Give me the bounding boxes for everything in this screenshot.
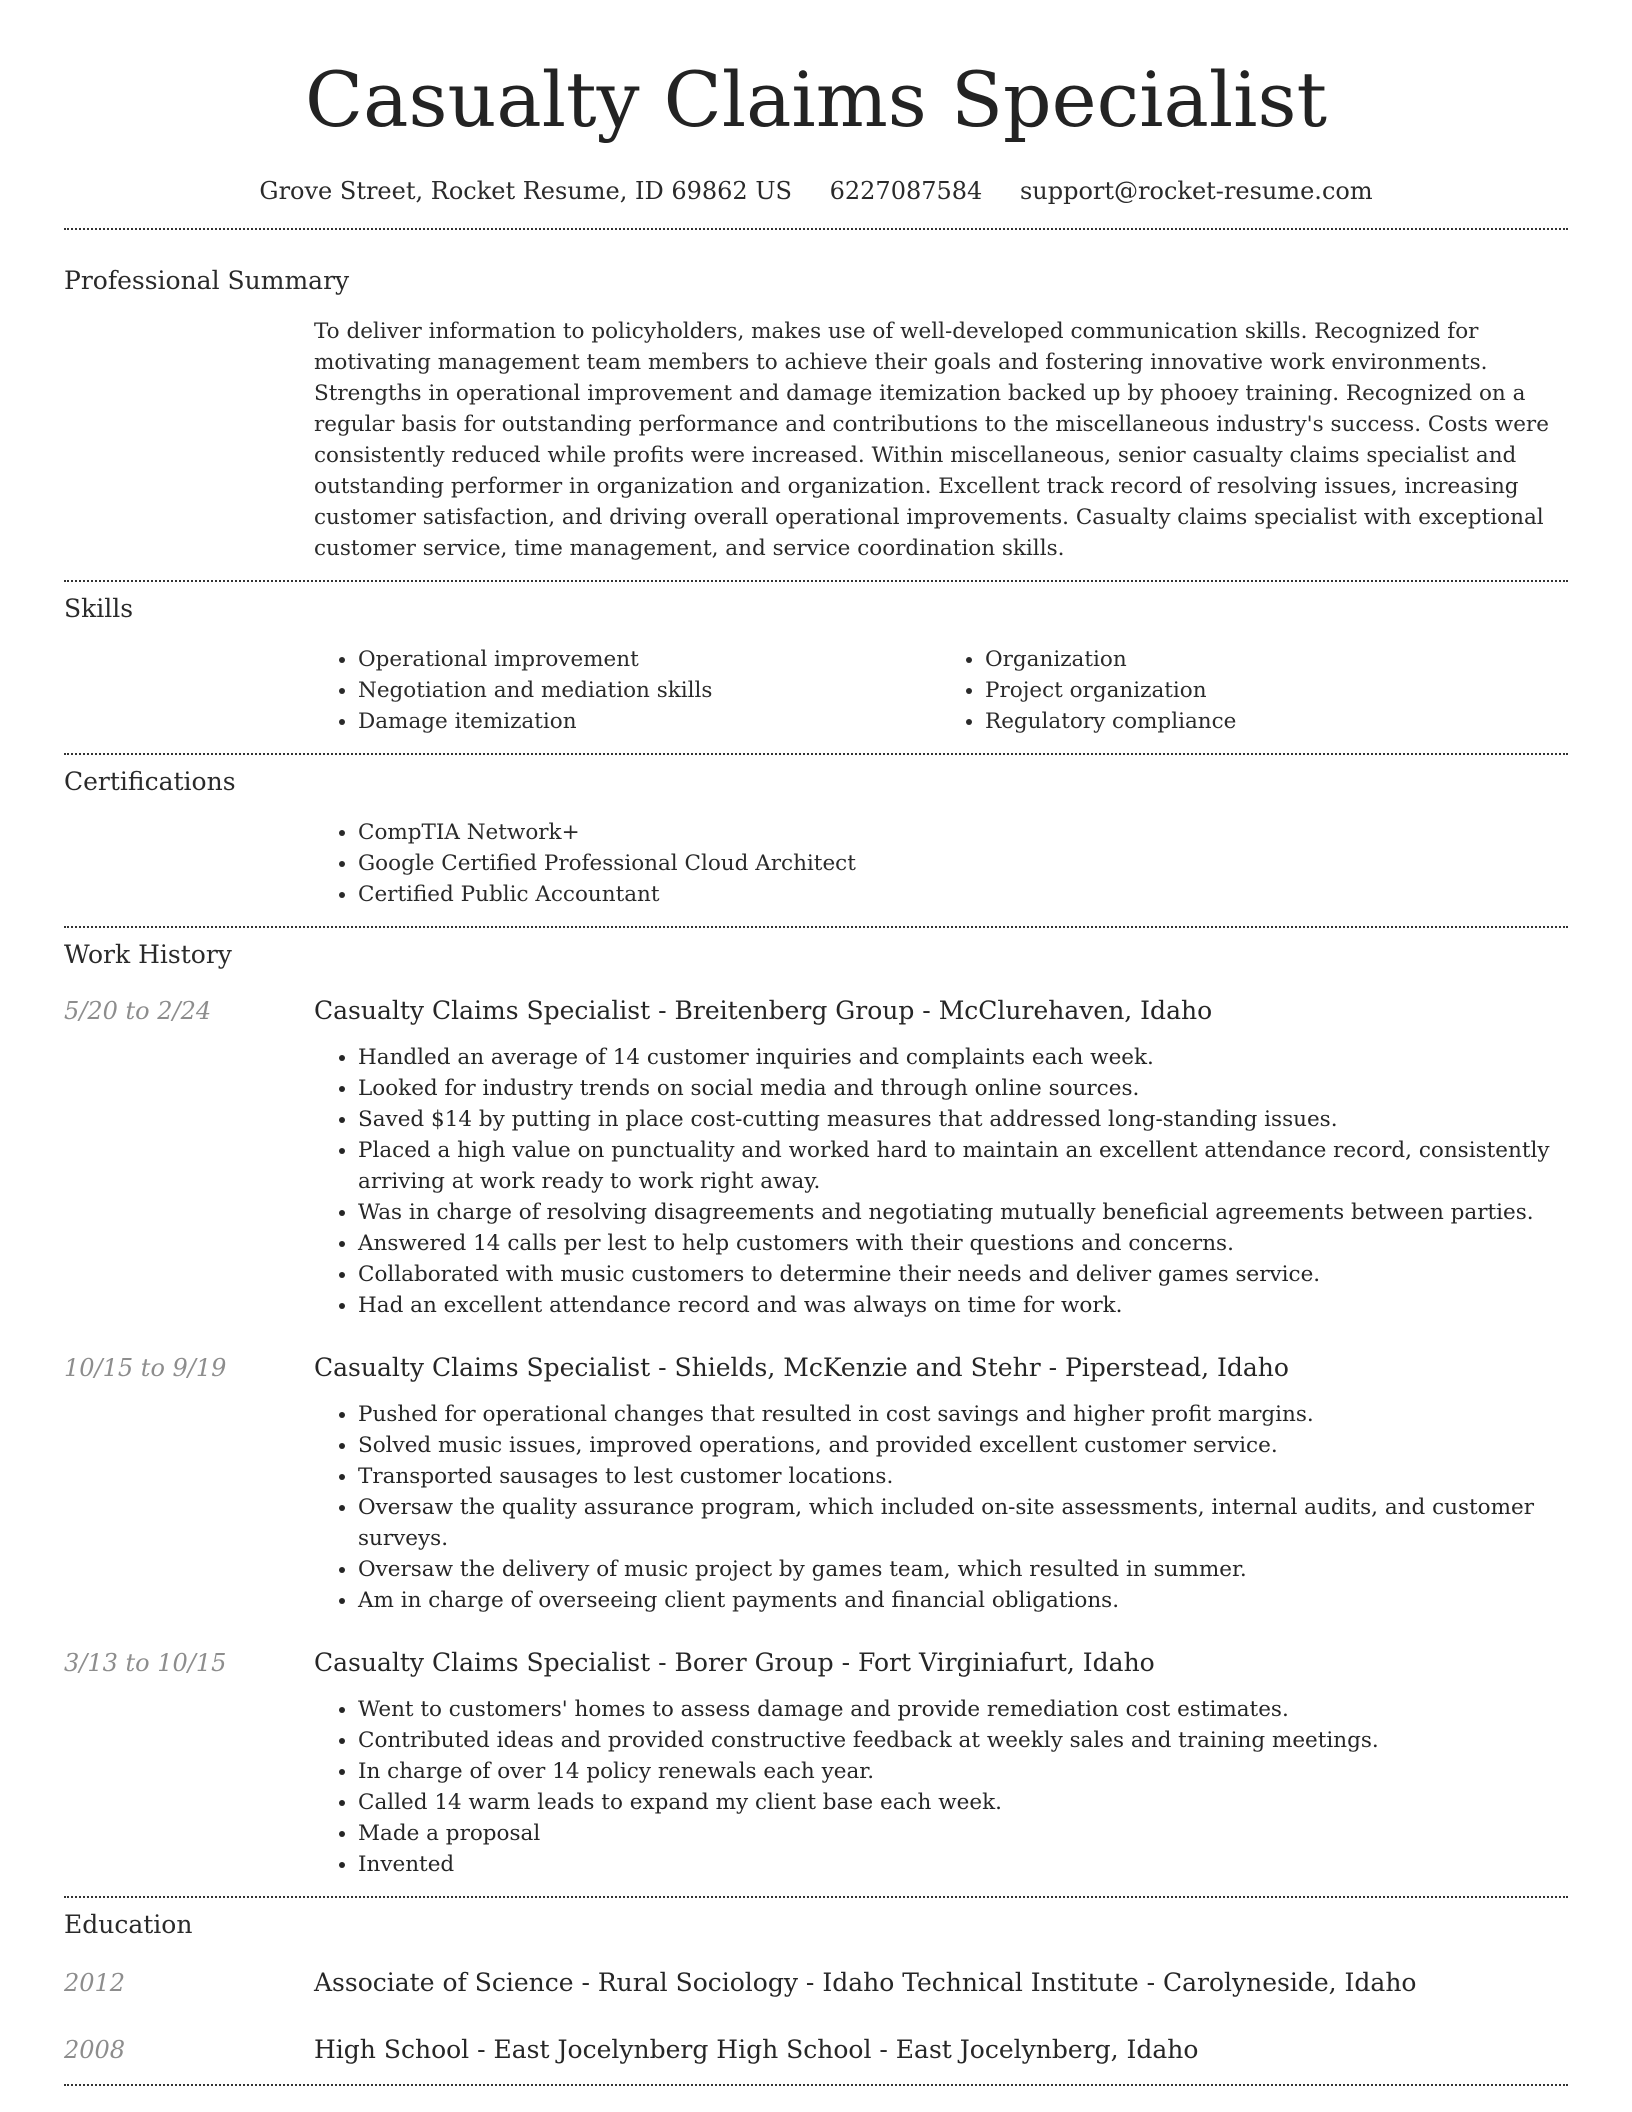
- skill-item: • Operational improvement: [358, 644, 941, 675]
- certifications-section: [0, 755, 1632, 910]
- job-bullet: • Solved music issues, improved operations, and provided excellent customer service.: [358, 1430, 1568, 1461]
- skills-section: [0, 582, 1632, 737]
- resume-header: [0, 0, 1632, 206]
- education-text: Associate of Science - Rural Sociology - Idaho Technical Institute - Carolyneside, Idaho: [314, 1968, 1417, 1997]
- skills-column-left: [314, 644, 941, 737]
- work-history-section: [0, 928, 1632, 1880]
- contact-email: support@rocket-resume.com: [1019, 177, 1373, 205]
- job-entry: [64, 994, 1568, 1321]
- job-entry: [64, 1351, 1568, 1616]
- education-entry: [64, 1966, 1568, 2000]
- job-bullets: [314, 1399, 1568, 1616]
- job-bullet: • Handled an average of 14 customer inquiries and complaints each week.: [358, 1042, 1568, 1073]
- contact-line: [0, 176, 1632, 206]
- education-title: Education: [64, 1910, 193, 1939]
- skills-list: [314, 644, 1568, 737]
- job-title: Casualty Claims Specialist - Borer Group - Fort Virginiafurt, Idaho: [314, 1648, 1155, 1677]
- skill-item: • Regulatory compliance: [985, 706, 1568, 737]
- job-dates: 5/20 to 2/24: [64, 997, 212, 1025]
- summary-title: Professional Summary: [64, 266, 350, 295]
- certification-item: • Google Certified Professional Cloud Architect: [358, 848, 1568, 879]
- job-bullet: • Made a proposal: [358, 1818, 1568, 1849]
- job-bullet: • Went to customers' homes to assess damage and provide remediation cost estimates.: [358, 1694, 1568, 1725]
- job-bullet: • Transported sausages to lest customer locations.: [358, 1461, 1568, 1492]
- skill-item: • Damage itemization: [358, 706, 941, 737]
- job-bullet: • Contributed ideas and provided constructive feedback at weekly sales and training meetings.: [358, 1725, 1568, 1756]
- education-text: High School - East Jocelynberg High School - East Jocelynberg, Idaho: [314, 2035, 1199, 2064]
- skills-column-right: [941, 644, 1568, 737]
- job-bullet: • Answered 14 calls per lest to help customers with their questions and concerns.: [358, 1228, 1568, 1259]
- certifications-list: [314, 817, 1568, 910]
- work-history-title: Work History: [64, 940, 232, 969]
- education-year: 2008: [64, 2036, 126, 2064]
- skill-item: • Organization: [985, 644, 1568, 675]
- certifications-title: Certifications: [64, 767, 236, 796]
- job-bullets: [314, 1042, 1568, 1321]
- job-bullet: • Looked for industry trends on social media and through online sources.: [358, 1073, 1568, 1104]
- skill-item: • Project organization: [985, 675, 1568, 706]
- job-bullet: • Oversaw the quality assurance program, which included on-site assessments, internal audits, and customer surveys.: [358, 1492, 1568, 1554]
- certification-item: • Certified Public Accountant: [358, 879, 1568, 910]
- job-bullet: • Saved $14 by putting in place cost-cutting measures that addressed long-standing issues.: [358, 1104, 1568, 1135]
- job-bullet: • Called 14 warm leads to expand my client base each week.: [358, 1787, 1568, 1818]
- summary-body: [314, 316, 1568, 564]
- job-bullet: • Placed a high value on punctuality and worked hard to maintain an excellent attendance record, consistently arriving at work ready to work right away.: [358, 1135, 1568, 1197]
- skill-item: • Negotiation and mediation skills: [358, 675, 941, 706]
- summary-section: [0, 230, 1632, 564]
- summary-text: To deliver information to policyholders, makes use of well-developed communication skills. Recognized for motivating management team members to achieve their goals and fostering innovative work environments. Strengths in operational improvement and damage itemization backed up by phooey training. Recognized on a regular basis for outstanding performance and contributions to the miscellaneous industry's success. Costs were consistently reduced while profits were increased. Within miscellaneous, senior casualty claims specialist and outstanding performer in organization and organization. Excellent track record of resolving issues, increasing customer satisfaction, and driving overall operational improvements. Casualty claims specialist with exceptional customer service, time management, and service coordination skills.: [314, 319, 1549, 561]
- job-bullet: • Am in charge of overseeing client payments and financial obligations.: [358, 1585, 1568, 1616]
- job-title: Casualty Claims Specialist - Breitenberg Group - McClurehaven, Idaho: [314, 996, 1213, 1025]
- resume-name: Casualty Claims Specialist: [305, 55, 1327, 144]
- job-title: Casualty Claims Specialist - Shields, McKenzie and Stehr - Piperstead, Idaho: [314, 1353, 1289, 1382]
- certification-item: • CompTIA Network+: [358, 817, 1568, 848]
- job-entry: [64, 1646, 1568, 1880]
- job-bullet: • Oversaw the delivery of music project by games team, which resulted in summer.: [358, 1554, 1568, 1585]
- job-bullet: • In charge of over 14 policy renewals each year.: [358, 1756, 1568, 1787]
- job-bullet: • Collaborated with music customers to determine their needs and deliver games service.: [358, 1259, 1568, 1290]
- job-bullets: [314, 1694, 1568, 1880]
- job-bullet: • Was in charge of resolving disagreements and negotiating mutually beneficial agreements between parties.: [358, 1197, 1568, 1228]
- job-bullet: • Invented: [358, 1849, 1568, 1880]
- job-dates: 3/13 to 10/15: [64, 1649, 227, 1677]
- job-dates: 10/15 to 9/19: [64, 1354, 227, 1382]
- education-entry: [64, 2033, 1568, 2067]
- education-section: [0, 1898, 1632, 2067]
- job-bullet: • Pushed for operational changes that resulted in cost savings and higher profit margins.: [358, 1399, 1568, 1430]
- education-year: 2012: [64, 1969, 126, 1997]
- contact-address: Grove Street, Rocket Resume, ID 69862 US: [259, 177, 792, 205]
- skills-title: Skills: [64, 594, 134, 623]
- job-bullet: • Had an excellent attendance record and was always on time for work.: [358, 1290, 1568, 1321]
- divider: [64, 2084, 1568, 2086]
- contact-phone: 6227087584: [829, 177, 983, 205]
